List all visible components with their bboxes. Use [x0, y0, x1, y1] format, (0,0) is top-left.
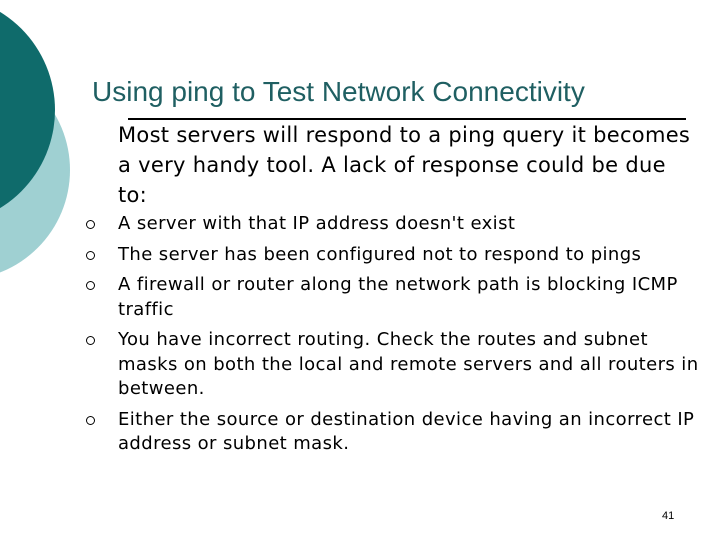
hollow-circle-icon — [86, 336, 95, 345]
list-item — [86, 328, 706, 402]
intro-paragraph: Most servers will respond to a ping query it becomes a very handy tool. A lack of response could be due to: — [118, 123, 691, 207]
list-item — [86, 408, 706, 457]
page-number: 41 — [662, 510, 675, 522]
hollow-circle-icon — [86, 416, 95, 425]
hollow-circle-icon — [86, 220, 95, 229]
list-item — [86, 243, 706, 268]
slide-title: Using ping to Test Network Connectivity — [92, 76, 585, 107]
bullet-text: Either the source or destination device having an incorrect IP address or subnet mask. — [118, 408, 695, 454]
list-item — [86, 273, 706, 322]
bullet-text: You have incorrect routing. Check the routes and subnet masks on both the local and remote servers and all routers in between. — [118, 329, 699, 399]
bullet-text: A firewall or router along the network path is blocking ICMP traffic — [118, 274, 678, 320]
hollow-circle-icon — [86, 251, 95, 260]
list-item — [86, 212, 706, 237]
bullet-text: A server with that IP address doesn't exist — [118, 213, 516, 234]
hollow-circle-icon — [86, 281, 95, 290]
bullet-list — [86, 212, 706, 463]
bullet-text: The server has been configured not to respond to pings — [118, 243, 642, 265]
